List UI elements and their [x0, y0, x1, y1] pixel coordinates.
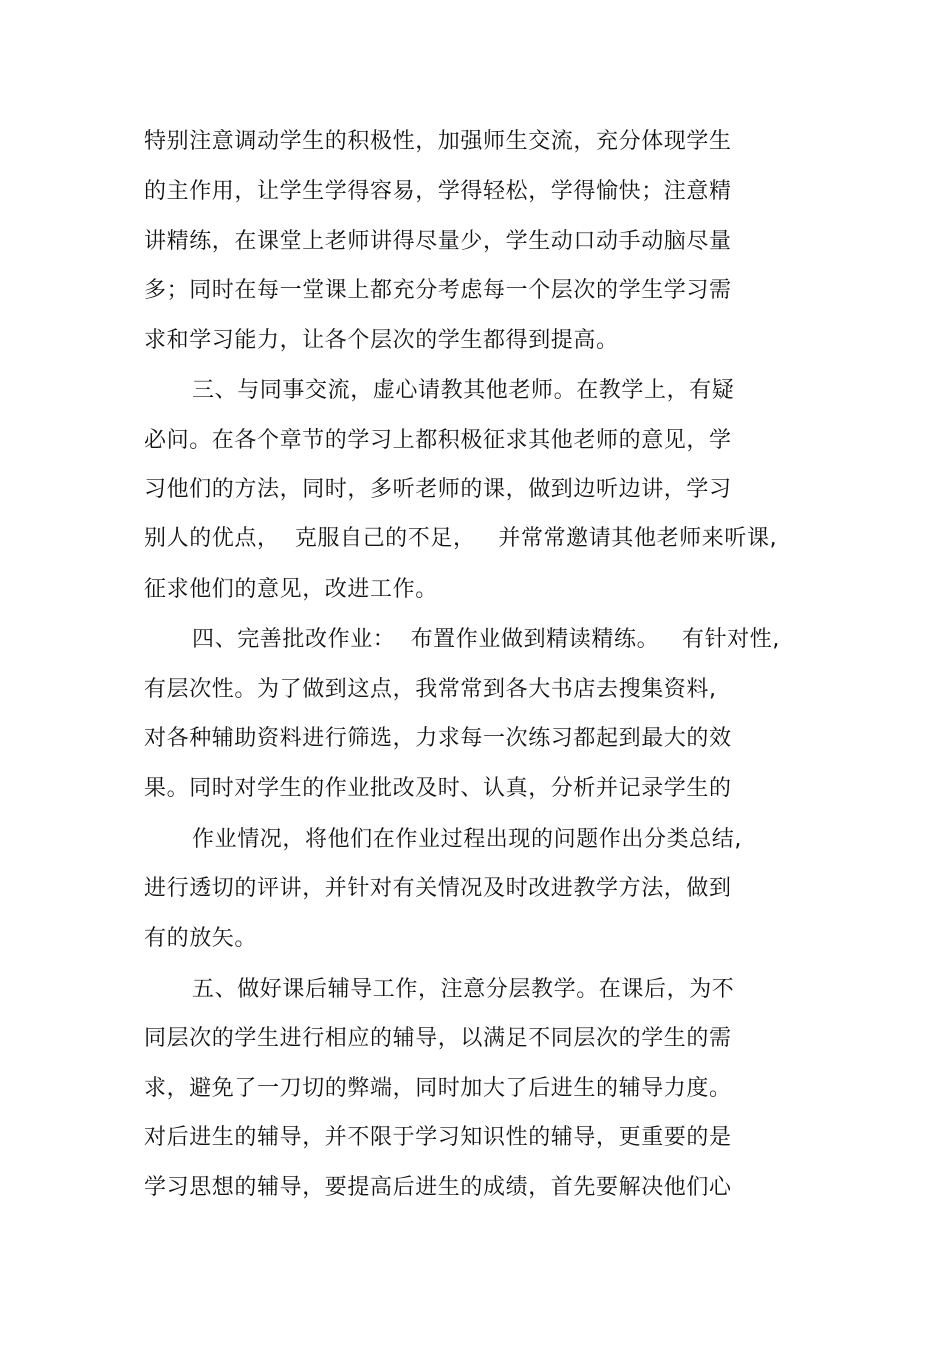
text-line: 特别注意调动学生的积极性，加强师生交流，充分体现学生 — [144, 129, 732, 154]
text-line: 讲精练，在课堂上老师讲得尽量少，学生动口动手动脑尽量 — [144, 229, 732, 254]
text-line: 有的放矢。 — [144, 926, 258, 951]
text-line: 有层次性。为了做到这点，我常常到各大书店去搜集资料, — [144, 677, 717, 702]
text-line: 习他们的方法，同时，多听老师的课，做到边听边讲，学习 — [144, 477, 732, 502]
paragraph-start-line: 四、完善批改作业： 布置作业做到精读精练。 有针对性, — [192, 627, 780, 652]
paragraph-start-line: 三、与同事交流，虚心请教其他老师。在教学上，有疑 — [192, 378, 735, 403]
text-line: 多；同时在每一堂课上都充分考虑每一个层次的学生学习需 — [144, 278, 732, 303]
text-line: 作业情况，将他们在作业过程出现的问题作出分类总结, — [192, 827, 742, 852]
text-line: 别人的优点， 克服自己的不足， 并常常邀请其他老师来听课, — [144, 526, 778, 551]
text-line: 对后进生的辅导，并不限于学习知识性的辅导，更重要的是 — [144, 1125, 732, 1150]
text-line: 征求他们的意见，改进工作。 — [144, 577, 438, 602]
text-line: 学习思想的辅导，要提高后进生的成绩，首先要解决他们心 — [144, 1175, 732, 1200]
text-line: 进行透切的评讲，并针对有关情况及时改进教学方法，做到 — [144, 876, 732, 901]
text-line: 求和学习能力，让各个层次的学生都得到提高。 — [144, 328, 619, 353]
paragraph-start-line: 五、做好课后辅导工作，注意分层教学。在课后，为不 — [192, 977, 735, 1002]
text-line: 果。同时对学生的作业批改及时、认真，分析并记录学生的 — [144, 776, 732, 801]
text-line: 求，避免了一刀切的弊端，同时加大了后进生的辅导力度。 — [144, 1076, 732, 1101]
text-line: 同层次的学生进行相应的辅导，以满足不同层次的学生的需 — [144, 1026, 732, 1051]
text-line: 对各种辅助资料进行筛选，力求每一次练习都起到最大的效 — [144, 726, 732, 751]
text-line: 的主作用，让学生学得容易，学得轻松，学得愉快；注意精 — [144, 179, 732, 204]
text-line: 必问。在各个章节的学习上都积极征求其他老师的意见，学 — [144, 428, 732, 453]
